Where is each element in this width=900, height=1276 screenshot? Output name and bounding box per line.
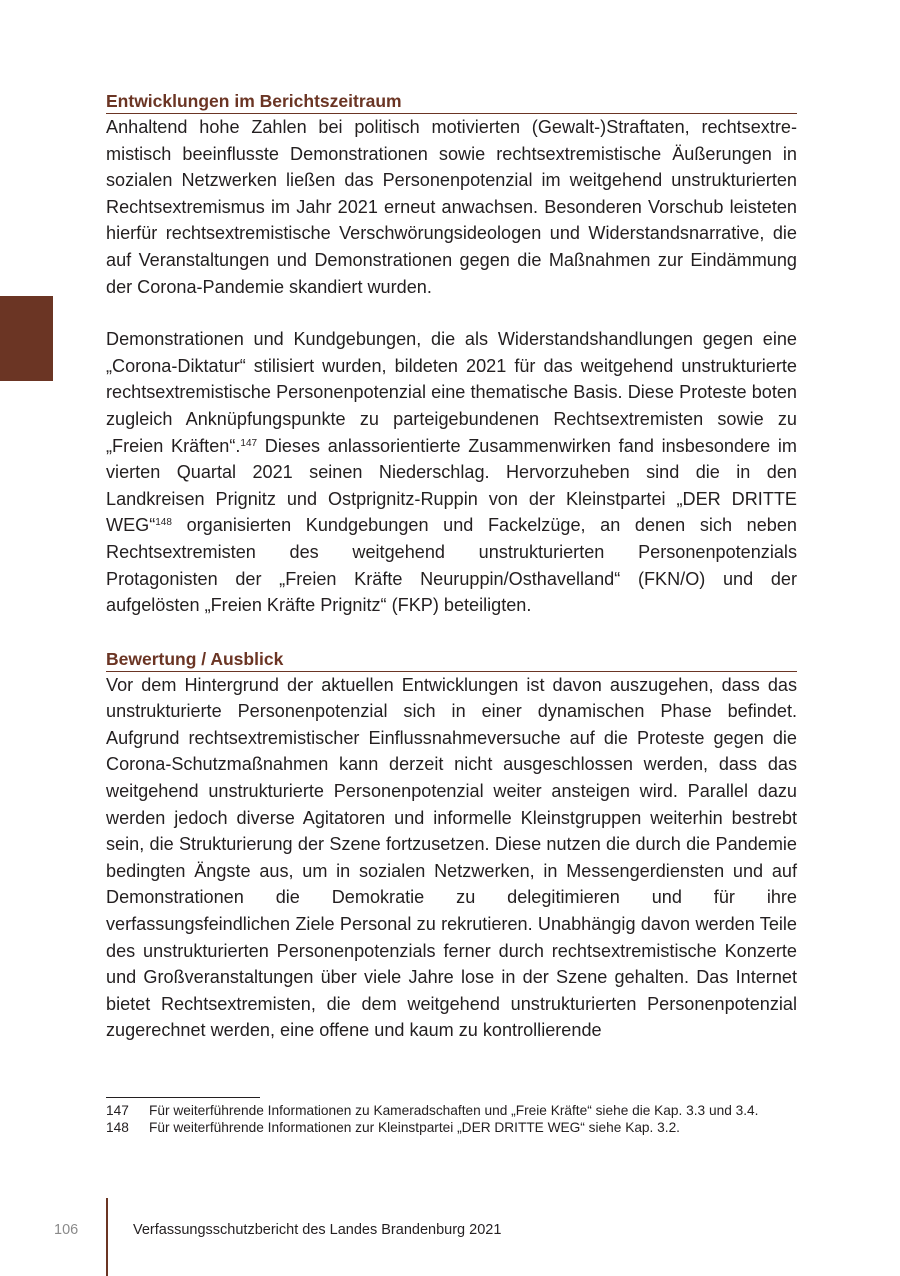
footnotes xyxy=(106,1102,797,1136)
footnote-ref-148[interactable]: 148 xyxy=(155,517,172,529)
footnote-number: 147 xyxy=(106,1103,129,1118)
paragraph-developments-2 xyxy=(106,326,797,619)
paragraph-text: organisierten Kundgebungen und Fackelzüge, an denen sich neben Rechtsextremisten des weitgehend unstrukturierten Personenpotenzials Protagonisten der „Freien Kräfte Neuruppin/Osthavelland“ (FKN/O) und der aufgelösten „Freien Kräfte Prignitz“ (FKP) beteiligten. xyxy=(106,515,797,616)
footer-divider xyxy=(106,1198,108,1276)
footnote-text: Für weiterführende Informationen zu Kameradschaften und „Freie Kräfte“ siehe die Kap. 3.3 und 3.4. xyxy=(149,1103,759,1118)
footnote-ref-147[interactable]: 147 xyxy=(240,437,258,449)
paragraph-text: Demonstrationen und Kundgebungen, die als Widerstandshandlungen gegen eine „Corona-Diktatur“ stilisiert wurden, bildeten 2021 für das weitgehend unstrukturierte rechtsextremistische Personenpotenzial eine thematische Basis. Diese Proteste boten zugleich Anknüpfungspunkte zu parteigebundenen Rechtsextremisten sowie zu „Freien Kräften“. xyxy=(106,329,797,456)
footnote-number: 148 xyxy=(106,1120,129,1135)
chapter-tab-marker xyxy=(0,296,53,381)
main-content xyxy=(106,89,797,1044)
footnote-divider xyxy=(106,1097,260,1098)
footnote-148 xyxy=(106,1119,797,1136)
section-heading-developments: Entwicklungen im Berichtszeitraum xyxy=(106,89,797,114)
page-number: 106 xyxy=(54,1222,79,1238)
paragraph-text: Dieses anlassorientierte Zusammenwirken fand insbesondere im vierten Quartal 2021 seinen Niederschlag. Hervorzuheben sind die in den Landkreisen Prignitz und Ostprignitz-Ruppin von der Kleinstpartei „DER DRITTE WEG“ xyxy=(106,435,797,536)
paragraph-assessment-1: Vor dem Hintergrund der aktuellen Entwicklungen ist davon auszugehen, dass das unstrukturierte Personenpotenzial sich in einer dynamischen Phase befindet. Aufgrund rechtsextremistischer Einflussnahmeversuche auf die Proteste gegen die Corona-Schutzmaßnahmen kann derzeit nicht ausgeschlossen werden, dass das weitgehend unstrukturierte Personenpotenzial weiter ansteigen wird. Parallel dazu werden jedoch diverse Agitatoren und informelle Kleinstgruppen weiterhin bestrebt sein, die Strukturierung der Szene fortzusetzen. Diese nutzen die durch die Pandemie bedingten Ängste aus, um in sozialen Netzwerken, in Messengerdiensten und auf Demonstrationen die Demokratie zu delegitimieren und für ihre verfassungsfeindlichen Ziele Personal zu rekrutieren. Unabhängig davon werden Teile des unstrukturierten Personenpotenzials ferner durch rechtsextremistische Konzerte und Großveranstaltungen über viele Jahre lose in der Szene gehalten. Das Internet bietet Rechtsextremisten, die dem weitgehend unstrukturierten Personenpotenzial zugerechnet werden, eine offene und kaum zu kontrollierende xyxy=(106,674,797,1041)
footnote-text: Für weiterführende Informationen zur Kleinstpartei „DER DRITTE WEG“ siehe Kap. 3.2. xyxy=(149,1120,680,1135)
section-heading-assessment: Bewertung / Ausblick xyxy=(106,647,797,672)
paragraph-developments-1: Anhaltend hohe Zahlen bei politisch motivierten (Gewalt-)Straftaten, rechtsextremistisch beeinflusste Demonstrationen sowie rechtsextremistische Äußerungen in sozialen Netzwerken ließen das Personenpotenzial im weitgehend unstrukturierten Rechtsextremismus im Jahr 2021 erneut anwachsen. Besonderen Vorschub leisteten hierfür rechtsextremistische Verschwörungsideologen und Widerstandsnarrative, die auf Veranstaltungen und Demonstrationen gegen die Maßnahmen zur Eindämmung der Corona-Pandemie skandiert wurden. xyxy=(106,117,797,297)
footer-title: Verfassungsschutzbericht des Landes Brandenburg 2021 xyxy=(133,1222,502,1238)
footnote-147 xyxy=(106,1102,797,1119)
